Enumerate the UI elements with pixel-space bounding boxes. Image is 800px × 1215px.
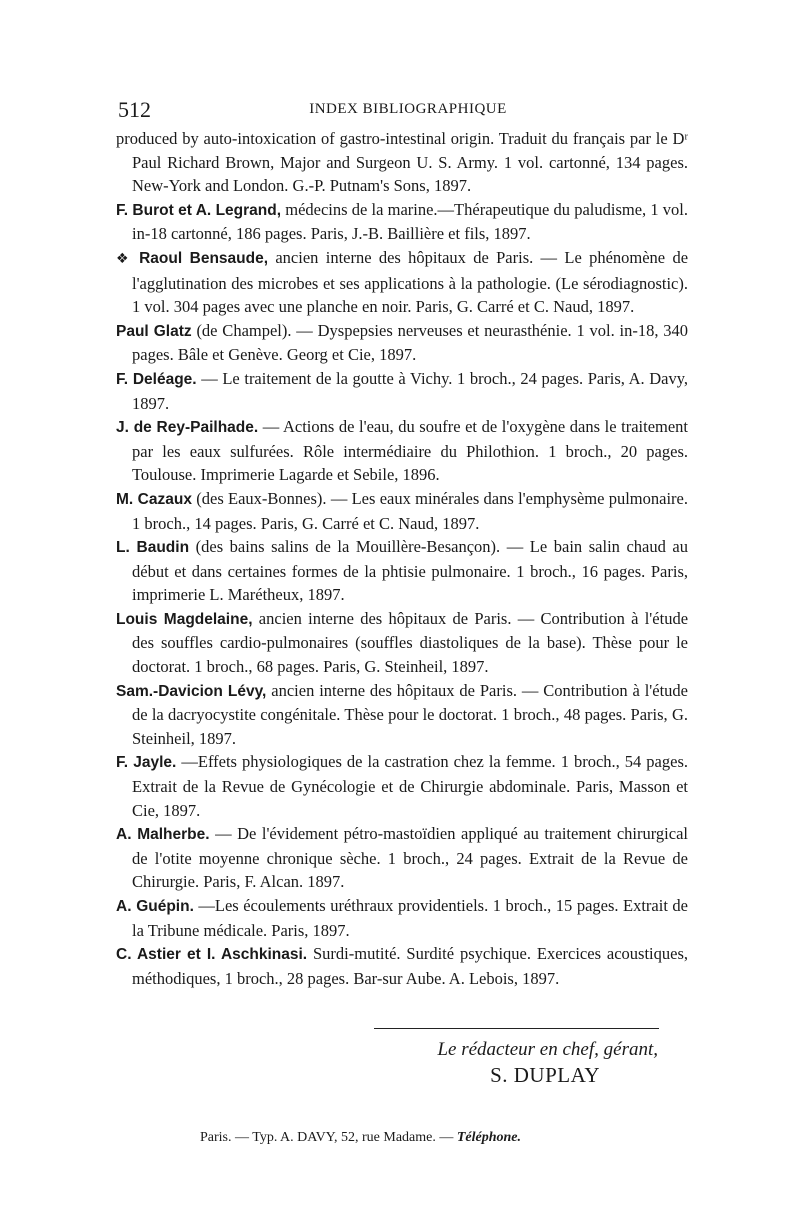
- entry-text: — Le traitement de la goutte à Vichy. 1 broch., 24 pages. Paris, A. Davy, 1897.: [132, 368, 689, 413]
- entry-text: —Les écoulements uréthraux providentiels. 1 broch., 15 pages. Extrait de la Tribune médicale. Paris, 1897.: [132, 896, 689, 940]
- bibliography-entry: [116, 246, 688, 319]
- entry-text: (des Eaux-Bonnes). — Les eaux minérales dans l'emphysème pulmonaire. 1 broch., 14 pages. Paris, G. Carré et C. Naud, 1897.: [132, 488, 688, 533]
- entry-text: Surdi-mutité. Surdité psychique. Exercices acoustiques, méthodiques, 1 broch., 28 pages. Bar-sur Aube. A. Lebois, 1897.: [132, 944, 688, 988]
- entry-author: A. Guépin.: [116, 898, 194, 915]
- printer-imprint: [200, 1130, 620, 1146]
- page-header: [118, 97, 698, 123]
- entry-text: (de Champel). — Dyspepsies nerveuses et neurasthénie. 1 vol. in-18, 340 pages. Bâle et Genève. Georg et Cie, 1897.: [132, 320, 689, 365]
- entry-author: L. Baudin: [116, 539, 190, 557]
- bibliography-entry: [116, 894, 688, 942]
- entry-text: —Effets physiologiques de la castration chez la femme. 1 broch., 54 pages. Extrait de la Revue de Gynécologie et de Chirurgie abdominale. Paris, Masson et Cie, 1897.: [132, 752, 688, 820]
- entry-author: F. Burot et A. Legrand,: [116, 201, 282, 219]
- ornament-marker: ❖: [116, 250, 132, 267]
- bibliography-entry: [116, 127, 688, 198]
- bibliography-entry: [116, 822, 688, 894]
- bibliography-entry: [116, 367, 688, 415]
- entry-author: F. Jayle.: [116, 754, 177, 772]
- entry-text: ancien interne des hôpitaux de Paris. — Contribution à l'étude des souffles cardio-pulmonaires (souffles diastoliques de la base). Thèse pour le doctorat. 1 broch., 68 pages. Paris, G. Steinheil, 1897.: [132, 608, 689, 677]
- entry-text: ancien interne des hôpitaux de Paris. — Contribution à l'étude de la dacryocystite congénitale. Thèse pour le doctorat. 1 broch., 48 pages. Paris, G. Steinheil, 1897.: [132, 680, 689, 748]
- entry-author: Paul Glatz: [116, 322, 192, 340]
- entry-text: produced by auto-intoxication of gastro-intestinal origin. Traduit du français par le Dʳ Paul Richard Brown, Major and Surgeon U. S. Army. 1 vol. cartonné, 134 pages. New-York and London. G.-P. Putnam's Sons, 1897.: [116, 129, 688, 196]
- editor-title: Le rédacteur en chef, gérant,: [437, 1039, 658, 1060]
- bibliography-entry: [116, 535, 688, 607]
- signature-rule: [374, 1028, 659, 1029]
- bibliography-entry: [116, 750, 688, 822]
- page-number: 512: [118, 97, 151, 122]
- bibliography-entry: [116, 679, 688, 751]
- imprint-telephone: Téléphone.: [456, 1130, 522, 1145]
- entry-text: — Actions de l'eau, du soufre et de l'oxygène dans le traitement par les eaux sulfurées. Rôle intermédiaire du Philothion. 1 broch., 20 pages. Toulouse. Imprimerie Lagarde et Sebile, 1896.: [132, 417, 689, 485]
- entry-author: Raoul Bensaude,: [139, 249, 269, 267]
- bibliography-list: [116, 127, 688, 990]
- entry-text: ancien interne des hôpitaux de Paris. — Le phénomène de l'agglutination des microbes et ses applications à la pathologie. (Le sérodiagnostic). 1 vol. 304 pages avec une planche en noir. Paris, G. Carré et C. Naud, 1897.: [132, 247, 689, 317]
- entry-text: (des bains salins de la Mouillère-Besançon). — Le bain salin chaud au début et dans certaines formes de la phtisie pulmonaire. 1 broch., 16 pages. Paris, imprimerie L. Marétheux, 1897.: [132, 537, 689, 605]
- entry-author: M. Cazaux: [116, 490, 192, 508]
- entry-author: A. Malherbe.: [116, 826, 210, 844]
- bibliography-entry: [116, 198, 688, 246]
- entry-author: Sam.-Davicion Lévy,: [116, 682, 267, 700]
- entry-author: F. Deléage.: [116, 370, 197, 388]
- bibliography-entry: [116, 942, 688, 990]
- signature-block: [116, 1028, 688, 1088]
- entry-text: médecins de la marine.—Thérapeutique du paludisme, 1 vol. in-18 cartonné, 186 pages. Paris, J.-B. Baillière et fils, 1897.: [132, 199, 689, 244]
- bibliography-entry: [116, 415, 688, 487]
- bibliography-entry: [116, 487, 688, 535]
- entry-text: — De l'évidement pétro-mastoïdien appliqué au traitement chirurgical de l'otite moyenne chronique sèche. 1 broch., 24 pages. Extrait de la Revue de Chirurgie. Paris, F. Alcan. 1897.: [132, 824, 689, 892]
- imprint-text: Paris. — Typ. A. DAVY, 52, rue Madame. —: [200, 1130, 457, 1145]
- editor-name: S. DUPLAY: [490, 1063, 600, 1087]
- running-title: INDEX BIBLIOGRAPHIQUE: [309, 101, 507, 117]
- entry-author: Louis Magdelaine,: [116, 610, 253, 628]
- entry-author: C. Astier et I. Aschkinasi.: [116, 946, 308, 964]
- bibliography-entry: [116, 607, 688, 679]
- entry-author: J. de Rey-Pailhade.: [116, 419, 259, 437]
- bibliography-entry: [116, 319, 688, 367]
